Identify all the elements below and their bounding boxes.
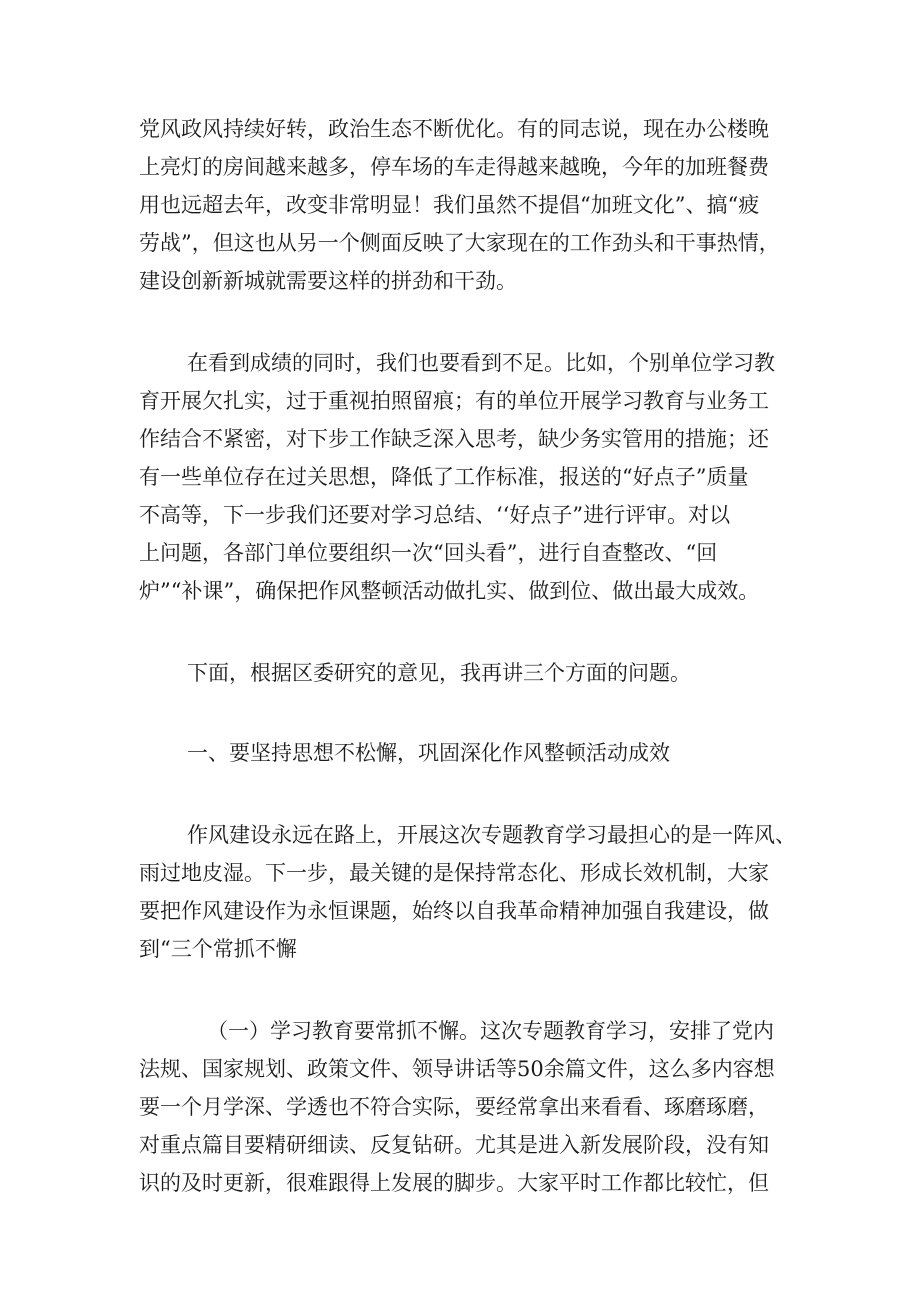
text-line: 有一些单位存在过关思想，降低了工作标准，报送的“好点子”质量 xyxy=(139,465,749,489)
section-heading xyxy=(139,734,789,772)
text-line: 作结合不紧密，对下步工作缺乏深入思考，缺少务实管用的措施；还 xyxy=(139,427,769,451)
text-line: （一）学习教育要常抓不懈。这次专题教育学习，安排了党内 xyxy=(207,1019,774,1043)
paragraph-3 xyxy=(139,654,789,692)
text-line: 党风政风持续好转，政治生态不断优化。有的同志说，现在办公楼晚 xyxy=(139,117,769,141)
paragraph-gap xyxy=(139,610,789,654)
text-line: 雨过地皮湿。下一步，最关键的是保持常态化、形成长效机制，大家 xyxy=(139,861,769,885)
section-heading-text: 一、要坚持思想不松懈，巩固深化作风整顿活动成效 xyxy=(187,741,670,765)
text-line: 下面，根据区委研究的意见，我再讲三个方面的问题。 xyxy=(187,661,691,685)
text-line: 不高等，下一步我们还要对学习总结、‘‘好点子”进行评审。对以 xyxy=(139,503,731,527)
text-line: 到“三个常抓不懈 xyxy=(139,937,297,961)
text-line: 炉”“补课”，确保把作风整顿活动做扎实、做到位、做出最大成效。 xyxy=(139,579,760,603)
text-line: 劳战”，但这也从另一个侧面反映了大家现在的工作劲头和干事热情， xyxy=(139,231,780,255)
paragraph-gap xyxy=(139,692,789,734)
text-line: 育开展欠扎实，过于重视拍照留痕；有的单位开展学习教育与业务工 xyxy=(139,389,769,413)
text-line: 要把作风建设作为永恒课题，始终以自我革命精神加强自我建设，做 xyxy=(139,899,769,923)
text-line: 在看到成绩的同时，我们也要看到不足。比如，个别单位学习教 xyxy=(187,351,775,375)
text-line: 用也远超去年，改变非常明显！我们虽然不提倡“加班文化”、搞“疲 xyxy=(139,193,760,217)
text-line: 建设创新新城就需要这样的拼劲和干劲。 xyxy=(139,269,517,293)
text-line: 要一个月学深、学透也不符合实际，要经常拿出来看看、琢磨琢磨， xyxy=(139,1095,769,1119)
paragraph-2 xyxy=(139,344,789,610)
document-body xyxy=(139,110,796,1202)
text-line: 识的及时更新，很难跟得上发展的脚步。大家平时工作都比较忙，但 xyxy=(139,1171,769,1195)
paragraph-5 xyxy=(139,1012,789,1202)
text-line: 上亮灯的房间越来越多，停车场的车走得越来越晚，今年的加班餐费 xyxy=(139,155,769,179)
text-line: 对重点篇目要精研细读、反复钻研。尤其是进入新发展阶段，没有知 xyxy=(139,1133,769,1157)
paragraph-1 xyxy=(139,110,789,300)
text-line: 上问题，各部门单位要组织一次“回头看”，进行自查整改、“回 xyxy=(139,541,718,565)
paragraph-4 xyxy=(139,816,796,968)
paragraph-gap xyxy=(139,968,789,1012)
paragraph-gap xyxy=(139,300,789,344)
text-line: 作风建设永远在路上，开展这次专题教育学习最担心的是一阵风、 xyxy=(187,823,796,847)
text-line: 法规、国家规划、政策文件、领导讲话等50余篇文件，这么多内容想 xyxy=(139,1057,775,1081)
paragraph-gap xyxy=(139,772,789,816)
